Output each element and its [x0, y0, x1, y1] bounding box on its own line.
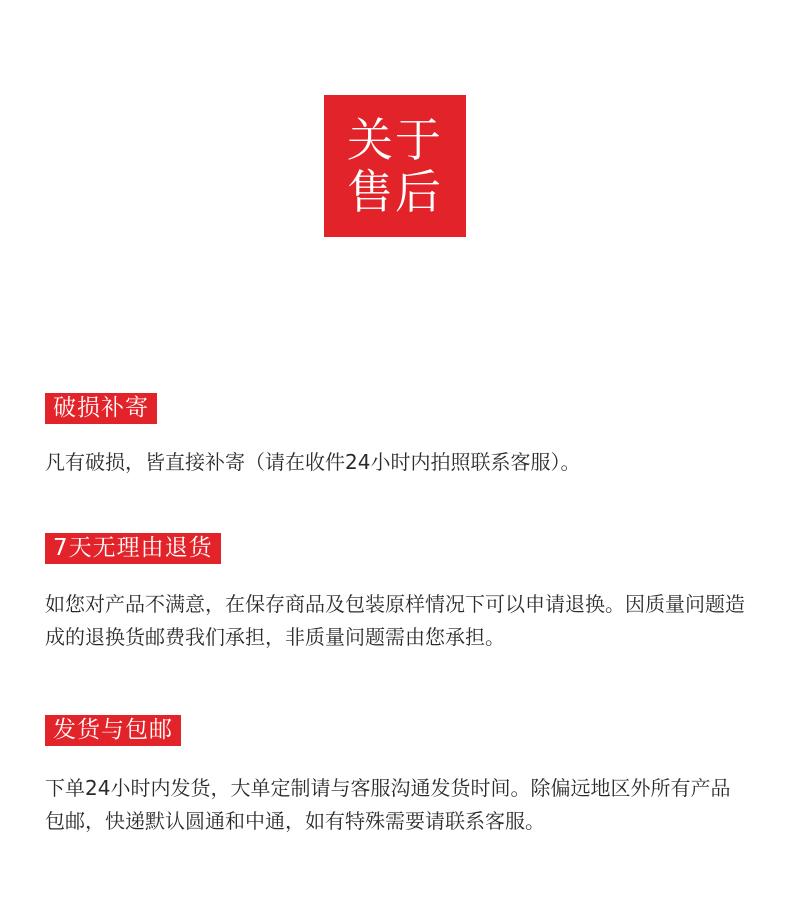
section-body-shipping: 下单24小时内发货，大单定制请与客服沟通发货时间。除偏远地区外所有产品包邮，快递默认圆通和中通，如有特殊需要请联系客服。 [45, 776, 731, 833]
section-tag-damage-reshipment: 破损补寄 [45, 393, 157, 424]
page-title-badge [324, 95, 466, 237]
page-title-line-2: 售后 [347, 165, 443, 219]
section-body-damage-reshipment: 凡有破损，皆直接补寄（请在收件24小时内拍照联系客服）。 [45, 450, 581, 474]
section-tag-shipping: 发货与包邮 [45, 715, 181, 746]
section-tag-7-day-return: 7天无理由退货 [45, 533, 221, 564]
page-title-line-1: 关于 [347, 113, 443, 167]
section-body-7-day-return: 如您对产品不满意，在保存商品及包装原样情况下可以申请退换。因质量问题造成的退换货邮费我们承担，非质量问题需由您承担。 [45, 592, 745, 649]
